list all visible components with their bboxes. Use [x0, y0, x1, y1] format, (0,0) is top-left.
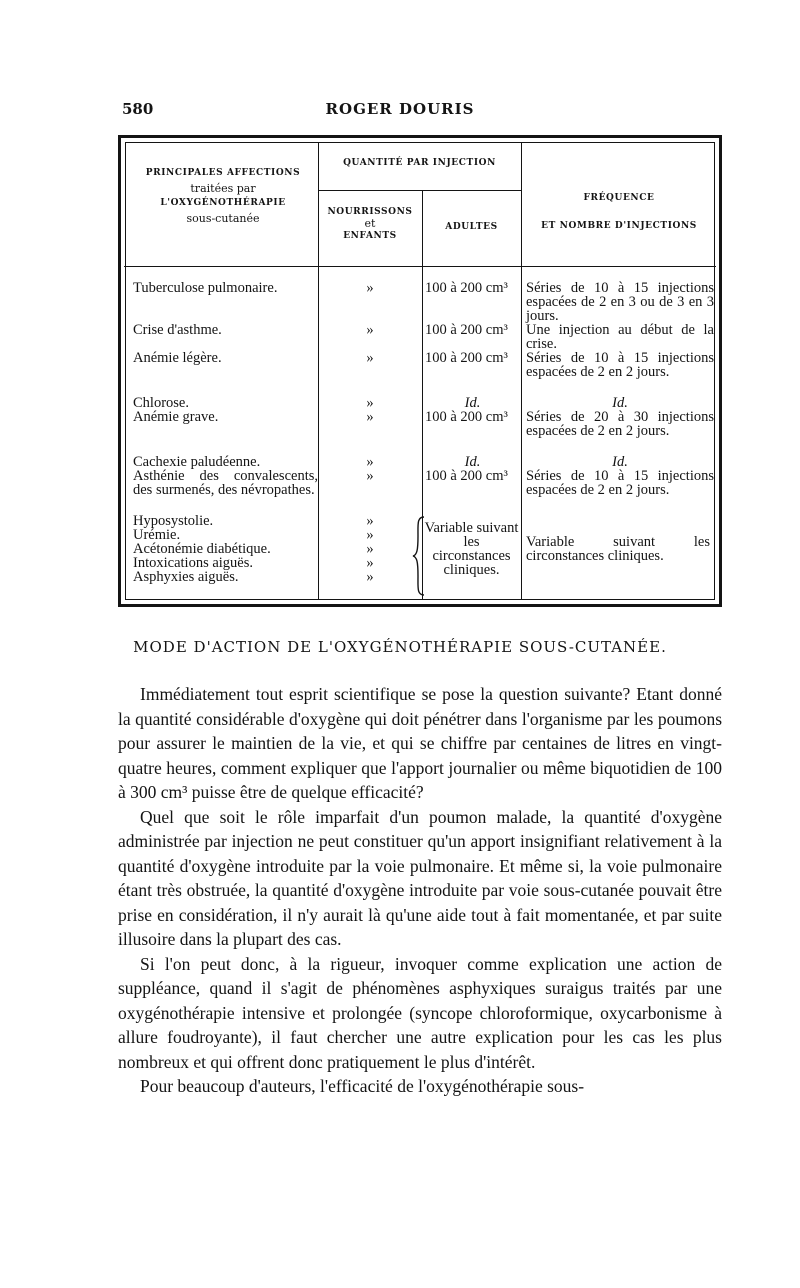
table-row-nourrissons: »: [366, 541, 374, 557]
table-row-nourrissons: »: [366, 454, 374, 470]
header-adultes: ADULTES: [445, 222, 498, 232]
paragraph: Pour beaucoup d'auteurs, l'efficacité de l'oxygénothérapie sous-: [140, 1076, 585, 1096]
table-row-nourrissons: »: [366, 569, 374, 585]
table-row-affection: Anémie grave.: [133, 409, 219, 425]
table-rule: [318, 190, 521, 191]
table-row-adultes: 100 à 200 cm³: [425, 409, 508, 425]
table-row-nourrissons: »: [366, 513, 374, 529]
table-row-affection: Intoxications aiguës.: [133, 555, 254, 571]
table-row-nourrissons: »: [366, 322, 374, 338]
table-row-frequence: Séries de 20 à 30 injections espacées de 2 en 2 jours.: [526, 409, 714, 439]
paragraph: Quel que soit le rôle imparfait d'un poumon malade, la quantité d'oxygène administrée par injection ne peut constituer qu'un apport insignifiant relativement à la quantité d'oxygène introduite par la voie pulmonaire. Et même si, la voie pulmonaire étant très obstruée, la quantité d'oxygène introduite par voie sous-cutanée pouvait être prise en considération, il n'y aurait là qu'une aide tout à fait momentanée, et par suite illusoire dans la plupart des cas.: [118, 806, 722, 949]
table-row-frequence: Id.: [612, 454, 628, 470]
table-row-frequence: Séries de 10 à 15 injections espacées de 2 en 3 ou de 3 en 3 jours.: [526, 280, 714, 324]
table-row-affection: Asthénie des convalescents, des surmenés, des névropathes.: [133, 468, 318, 498]
table-row-affection: Crise d'asthme.: [133, 322, 222, 338]
paragraph: Immédiatement tout esprit scientifique se pose la question suivante? Etant donné la quantité considérable d'oxygène qui doit pénétrer dans l'organisme par les poumons pour assurer le maintien de la vie, et qui se chiffre par centaines de litres en vingt-quatre heures, comment expliquer que l'apport journalier ou même biquotidien de 100 à 300 cm³ puisse être de quelque efficacité?: [118, 684, 722, 802]
table-row-affection: Urémie.: [133, 527, 181, 543]
header-quantite: QUANTITÉ PAR INJECTION: [343, 158, 496, 168]
table-row-frequence: Séries de 10 à 15 injections espacées de 2 en 2 jours.: [526, 350, 714, 380]
table-row-adultes: 100 à 200 cm³: [425, 350, 508, 366]
table-row-adultes: Id.: [464, 454, 481, 470]
table-row-affection: Hyposystolie.: [133, 513, 214, 529]
table-row-affection: Cachexie paludéenne.: [133, 454, 261, 470]
table-row-nourrissons: »: [366, 350, 374, 366]
table-row-adultes: 100 à 200 cm³: [425, 322, 508, 338]
table-row-affection: Chlorose.: [133, 395, 189, 411]
table-row-nourrissons: »: [366, 280, 374, 296]
table-group-adultes: Variable suivant les circonstances cliniques.: [424, 520, 519, 578]
table-row-nourrissons: »: [366, 468, 374, 484]
page-number: 580: [122, 100, 154, 118]
table-row-frequence: Id.: [612, 395, 628, 411]
table-row-affection: Asphyxies aiguës.: [133, 569, 239, 585]
table-row-nourrissons: »: [366, 555, 374, 571]
table-rule: [124, 266, 716, 267]
section-title: MODE D'ACTION DE L'OXYGÉNOTHÉRAPIE SOUS-CUTANÉE.: [133, 638, 667, 656]
header-frequence: FRÉQUENCE ET NOMBRE D'INJECTIONS: [541, 193, 697, 231]
table-row-affection: Anémie légère.: [133, 350, 222, 366]
table-row-adultes: 100 à 200 cm³: [425, 468, 508, 484]
table-row-nourrissons: »: [366, 395, 374, 411]
table-row-nourrissons: »: [366, 409, 374, 425]
table-row-frequence: Une injection au début de la crise.: [526, 322, 714, 352]
paragraph: Si l'on peut donc, à la rigueur, invoquer comme explication une action de suppléance, quand il s'agit de phénomènes asphyxiques suraigus traités par une oxygénothérapie intensive et prolongée (syncope chloroformique, oxycarbonisme à allure foudroyante), il faut chercher une autre explication pour les cas les plus nombreux et qui offrent donc pratiquement le plus d'intérêt.: [118, 953, 722, 1072]
table-row-frequence: Séries de 10 à 15 injections espacées de 2 en 2 jours.: [526, 468, 714, 498]
header-affections: PRINCIPALES AFFECTIONS traitées par L'OXYGÉNOTHÉRAPIE sous-cutanée: [145, 168, 301, 225]
table-row-affection: Acétonémie diabétique.: [133, 541, 271, 557]
body-text: [118, 682, 722, 1099]
running-title: ROGER DOURIS: [325, 100, 475, 118]
table-group-frequence: Variable suivant les circonstances cliniques.: [526, 534, 710, 564]
header-nourrissons: NOURRISSONS et ENFANTS: [327, 207, 413, 241]
table-row-adultes: 100 à 200 cm³: [425, 280, 508, 296]
table-row-nourrissons: »: [366, 527, 374, 543]
table-row-affection: Tuberculose pulmonaire.: [133, 280, 278, 296]
table-row-adultes: Id.: [464, 395, 481, 411]
